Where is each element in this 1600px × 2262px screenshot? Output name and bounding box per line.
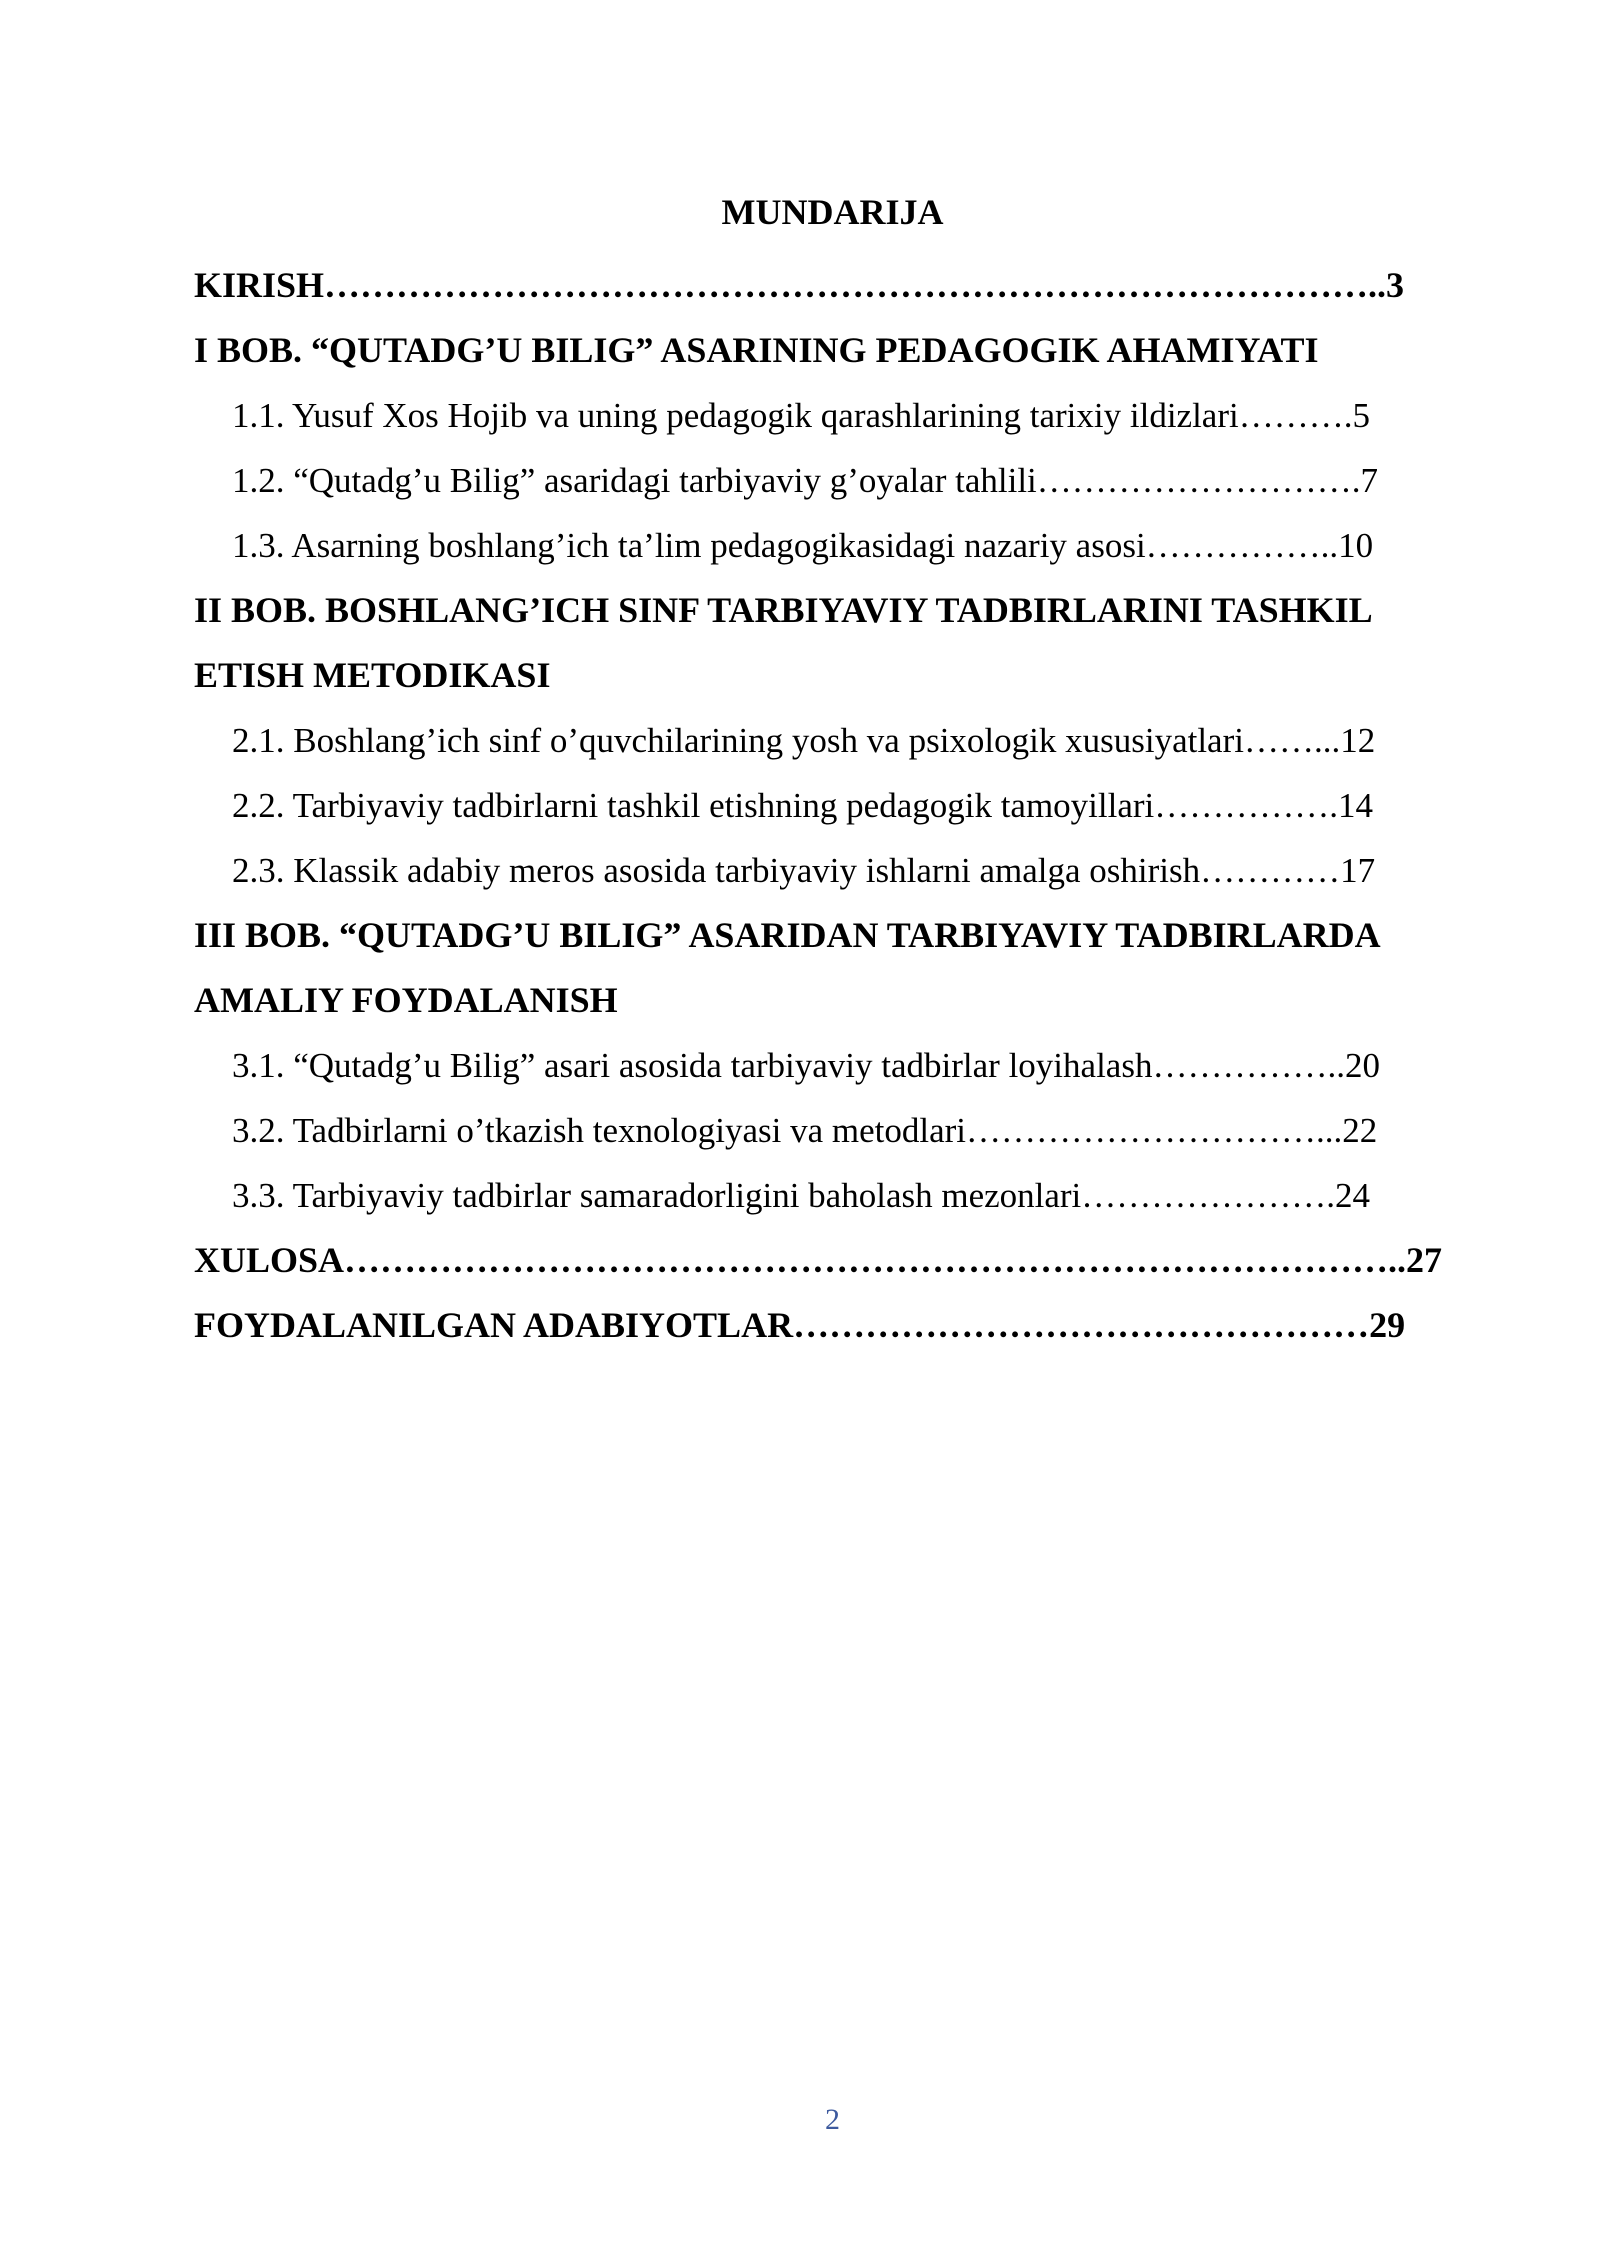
toc-chapter-2-title-line-1: II BOB. BOSHLANG’ICH SINF TARBIYAVIY TADBIRLARINI TASHKIL: [194, 590, 1373, 630]
toc-section-2-1: 2.1. Boshlang’ich sinf o’quvchilarining yosh va psixologik xususiyatlari……...12: [232, 721, 1376, 760]
toc-section-3-3: 3.3. Tarbiyaviy tadbirlar samaradorligini baholash mezonlari………………….24: [232, 1176, 1371, 1215]
toc-chapter-3-title-line-2: AMALIY FOYDALANISH: [194, 980, 618, 1020]
toc-section-1-1: 1.1. Yusuf Xos Hojib va uning pedagogik qarashlarining tarixiy ildizlari……….5: [232, 396, 1370, 435]
toc-entry-kirish: KIRISH……………………………………………………………………………..3: [194, 265, 1405, 305]
page-title: MUNDARIJA: [721, 192, 944, 232]
toc-section-2-3: 2.3. Klassik adabiy meros asosida tarbiyaviy ishlarni amalga oshirish…………17: [232, 851, 1376, 890]
toc-section-2-2: 2.2. Tarbiyaviy tadbirlarni tashkil etishning pedagogik tamoyillari…………….14: [232, 786, 1374, 825]
toc-entry-xulosa: XULOSA……………………………………………………………………………..27: [194, 1240, 1443, 1280]
toc-entry-references: FOYDALANILGAN ADABIYOTLAR…………………………………………29: [194, 1305, 1406, 1345]
toc-section-3-2: 3.2. Tadbirlarni o’tkazish texnologiyasi va metodlari…………………………...22: [232, 1111, 1378, 1150]
toc-section-3-1: 3.1. “Qutadg’u Bilig” asari asosida tarbiyaviy tadbirlar loyihalash……………..20: [232, 1046, 1380, 1085]
toc-section-1-2: 1.2. “Qutadg’u Bilig” asaridagi tarbiyaviy g’oyalar tahlili……………………….7: [232, 461, 1379, 500]
toc-chapter-3-title-line-1: III BOB. “QUTADG’U BILIG” ASARIDAN TARBIYAVIY TADBIRLARDA: [194, 915, 1381, 955]
toc-chapter-1-title: I BOB. “QUTADG’U BILIG” ASARINING PEDAGOGIK AHAMIYATI: [194, 330, 1319, 370]
toc-section-1-3: 1.3. Asarning boshlang’ich ta’lim pedagogikasidagi nazariy asosi……………..10: [232, 526, 1374, 565]
page-number: 2: [825, 2103, 840, 2136]
toc-chapter-2-title-line-2: ETISH METODIKASI: [194, 655, 551, 695]
table-of-contents: [194, 253, 1462, 1358]
